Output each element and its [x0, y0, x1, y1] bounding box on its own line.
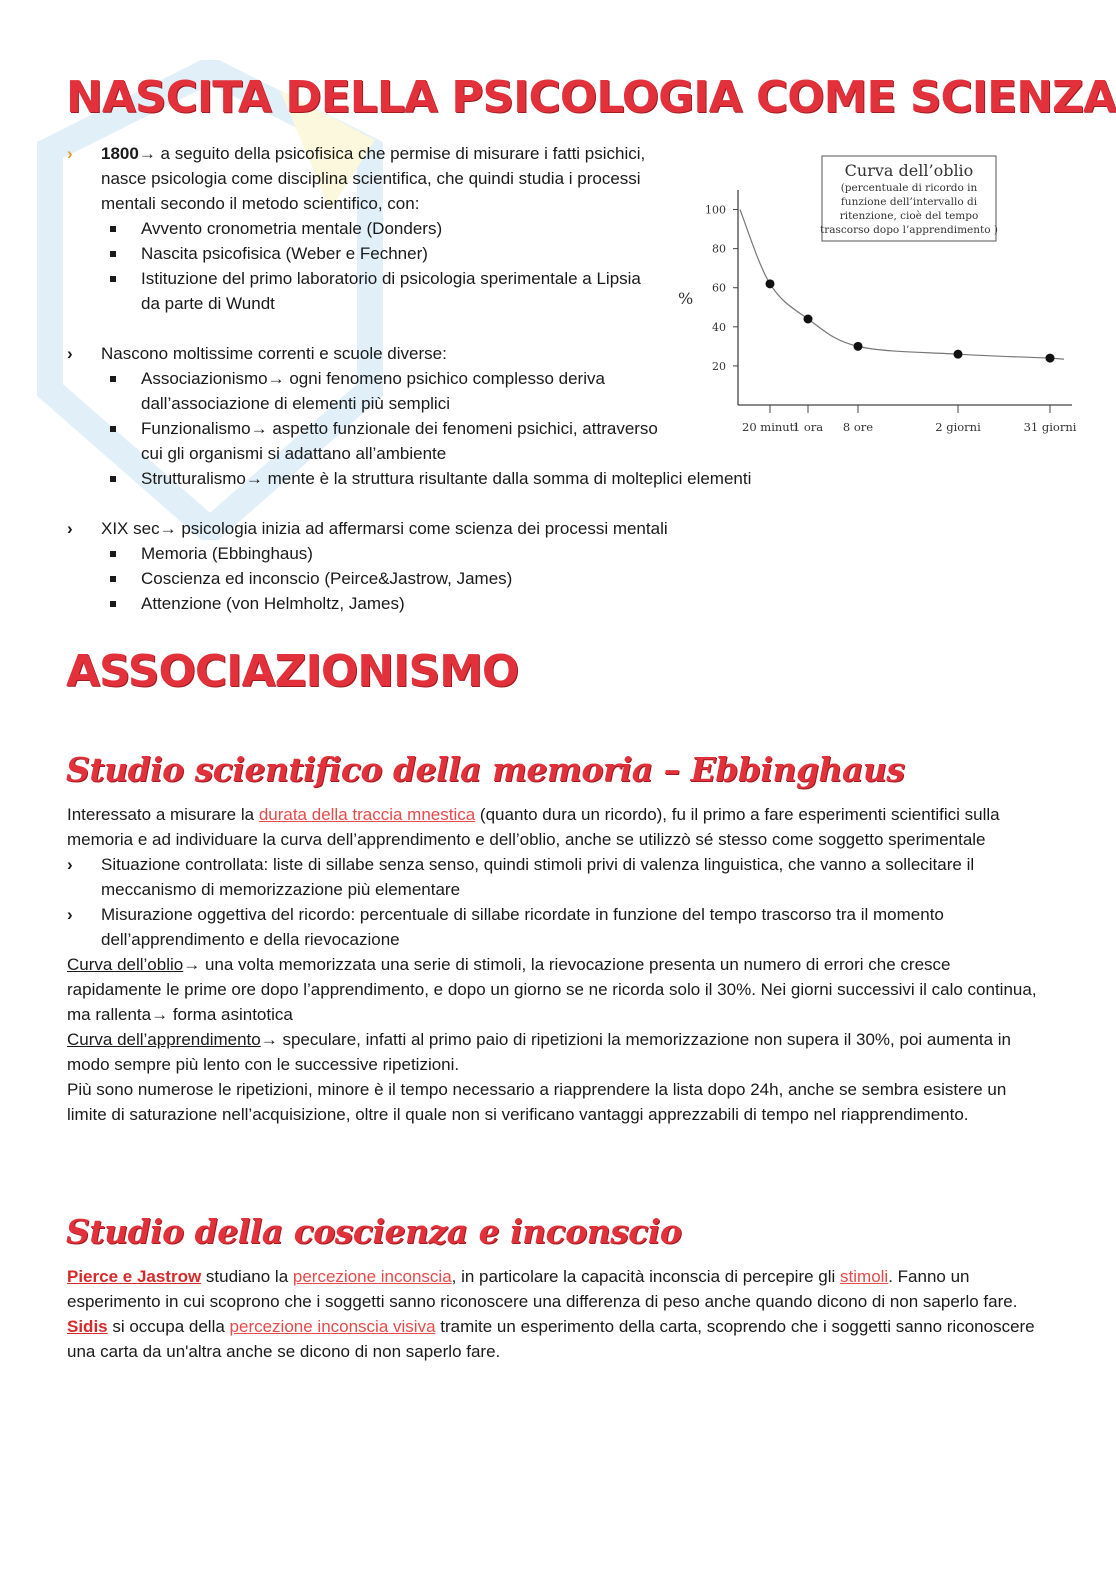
arrow-icon: →	[267, 369, 285, 388]
item-text: Situazione controllata: liste di sillabe senza senso, quindi stimoli privi di valenza linguistica, che vanno a sollecitare il meccanismo di memorizzazione più elementare	[101, 855, 975, 899]
sub-list-item	[67, 466, 941, 491]
data-point	[954, 350, 963, 359]
sub-item-text: Istituzione del primo laboratorio di psicologia sperimentale a Lipsia da parte di Wundt	[141, 269, 641, 313]
text: forma asintotica	[168, 1005, 293, 1024]
x-tick-label: 8 ore	[842, 420, 874, 434]
sub-list-item	[67, 216, 667, 241]
sub-item-text: Avvento cronometria mentale (Donders)	[141, 219, 443, 238]
sub-list-item	[67, 366, 661, 416]
underlined-term: Curva dell’oblio	[67, 955, 184, 974]
chevron-right-icon: ›	[67, 905, 73, 924]
list-item	[67, 902, 1042, 952]
section4-body	[67, 1264, 1042, 1364]
item-text: a seguito della psicofisica che permise di misurare i fatti psichici, nasce psicologia come disciplina scientifica, che quindi studia i processi mentali secondo il metodo scientifico, con:	[101, 144, 646, 213]
text: . Fanno un esperimento in cui scoprono che i soggetti sanno riconoscere una differenza di peso anche quando dicono di non saperlo fare.	[67, 1267, 1018, 1311]
item-text: Misurazione oggettiva del ricordo: percentuale di sillabe ricordate in funzione del tempo trascorso tra il momento dell’apprendimento e della rievocazione	[101, 905, 944, 949]
sub-list-item	[67, 566, 667, 591]
paragraph	[67, 1027, 1042, 1077]
term: Strutturalismo	[141, 469, 246, 488]
chart-subtitle-line: funzione dell’intervallo di	[840, 196, 978, 208]
chart-title: Curva dell’oblio	[844, 161, 974, 180]
y-tick-label: 80	[712, 242, 726, 256]
chart-subtitle-line: (percentuale di ricordo in	[840, 182, 978, 194]
square-bullet-icon	[110, 251, 116, 257]
paragraph	[67, 952, 1042, 1027]
term: Funzionalismo	[141, 419, 251, 438]
text: si occupa della	[107, 1317, 230, 1336]
text: , in particolare la capacità inconscia di percepire gli	[451, 1267, 841, 1286]
item-text: Nascono moltissime correnti e scuole diverse:	[101, 344, 447, 363]
list-item	[67, 852, 1042, 902]
sub-item-text: Coscienza ed inconscio (Peirce&Jastrow, James)	[141, 569, 513, 588]
chevron-right-icon: ›	[67, 855, 73, 874]
y-tick-label: 60	[712, 281, 726, 295]
item-text: psicologia inizia ad affermarsi come scienza dei processi mentali	[176, 519, 668, 538]
square-bullet-icon	[110, 426, 116, 432]
text: una volta memorizzata una serie di stimoli, la rievocazione presenta un numero di errori che cresce rapidamente le prime ore dopo l’apprendimento, e dopo un giorno se ne ricorda solo il 30%. Nei giorni successivi il calo continua, ma rallenta	[67, 955, 1037, 1024]
data-point	[1046, 354, 1055, 363]
text: (quanto dura un ricordo), fu il primo a fare esperimenti scientifici sulla memoria e ad individuare la curva dell’apprendimento e dell’oblio, anche se utilizzò sé stesso come soggetto sperimentale	[67, 805, 1000, 849]
sub-list-item	[67, 541, 667, 566]
section3-body	[67, 802, 1042, 1127]
arrow-icon: →	[159, 519, 177, 538]
chevron-right-icon: ›	[67, 344, 73, 363]
x-tick-label: 20 minuti	[742, 420, 798, 434]
sub-item-text: Memoria (Ebbinghaus)	[141, 544, 313, 563]
paragraph	[67, 1264, 1042, 1314]
text: tramite un esperimento della carta, scoprendo che i soggetti sanno riconoscere una carta da un'altra anche se dicono di non saperlo fare.	[67, 1317, 1035, 1361]
square-bullet-icon	[110, 601, 116, 607]
text: speculare, infatti al primo paio di ripetizioni la memorizzazione non supera il 30%, poi aumenta in modo sempre più lento con le successive ripetizioni.	[67, 1030, 1012, 1074]
year-label: 1800	[101, 144, 139, 163]
underlined-term: Curva dell’apprendimento	[67, 1030, 261, 1049]
highlight-term: durata della traccia mnestica	[258, 805, 476, 824]
x-tick-label: 1 ora	[792, 420, 824, 434]
highlight-term: percezione inconscia	[292, 1267, 452, 1286]
term-desc: aspetto funzionale dei fenomeni psichici, attraverso cui gli organismi si adattano all’ambiente	[141, 419, 658, 463]
y-axis-label: %	[678, 289, 694, 308]
list-item	[67, 516, 801, 541]
arrow-icon: →	[138, 144, 156, 163]
author-name: Sidis	[67, 1317, 108, 1336]
square-bullet-icon	[110, 226, 116, 232]
term-desc: mente è la struttura risultante dalla somma di molteplici elementi	[262, 469, 752, 488]
list-item	[67, 341, 667, 366]
text: studiano la	[201, 1267, 293, 1286]
paragraph	[67, 802, 1042, 852]
chart-subtitle-line: ritenzione, cioè del tempo	[839, 210, 979, 222]
x-tick-label: 31 giorni	[1023, 420, 1077, 434]
arrow-icon: →	[250, 419, 268, 438]
arrow-icon: →	[183, 955, 201, 974]
chevron-right-icon: ›	[67, 519, 73, 538]
text: Interessato a misurare la	[67, 805, 259, 824]
y-tick-label: 100	[705, 203, 726, 217]
paragraph: Più sono numerose le ripetizioni, minore è il tempo necessario a riapprendere la lista dopo 24h, anche se sembra esistere un limite di saturazione nell’acquisizione, oltre il quale non si verificano vantaggi apprezzabili di tempo nel riapprendimento.	[67, 1080, 1007, 1124]
term-desc: ogni fenomeno psichico complesso deriva dall’associazione di elementi più semplici	[141, 369, 605, 413]
square-bullet-icon	[110, 576, 116, 582]
square-bullet-icon	[110, 476, 116, 482]
section-title-coscienza: Studio della coscienza e inconscio	[66, 1212, 682, 1251]
data-point	[804, 315, 813, 324]
section-title-associazionismo: ASSOCIAZIONISMO	[66, 646, 519, 697]
y-tick-label: 20	[712, 359, 726, 373]
section-title-nascita: NASCITA DELLA PSICOLOGIA COME SCIENZA	[66, 72, 1116, 123]
square-bullet-icon	[110, 376, 116, 382]
square-bullet-icon	[110, 276, 116, 282]
y-tick-label: 40	[712, 320, 726, 334]
sub-list-item	[67, 591, 667, 616]
sub-list-item	[67, 416, 661, 466]
arrow-icon: →	[151, 1005, 169, 1024]
sub-item-text: Attenzione (von Helmholtz, James)	[141, 594, 405, 613]
x-tick-label: 2 giorni	[935, 420, 981, 434]
sub-list-item	[67, 266, 651, 316]
paragraph	[67, 1314, 1042, 1364]
sub-item-text: Nascita psicofisica (Weber e Fechner)	[141, 244, 428, 263]
square-bullet-icon	[110, 551, 116, 557]
highlight-term: stimoli	[840, 1267, 889, 1286]
chart-subtitle-line: trascorso dopo l’apprendimento )	[820, 224, 998, 236]
sub-list-item	[67, 241, 667, 266]
highlight-term: percezione inconscia visiva	[229, 1317, 436, 1336]
data-point	[766, 279, 775, 288]
forgetting-curve-chart	[672, 150, 1082, 440]
arrow-icon: →	[260, 1030, 278, 1049]
author-name: Pierce e Jastrow	[67, 1267, 202, 1286]
arrow-icon: →	[245, 469, 263, 488]
section-title-ebbinghaus: Studio scientifico della memoria – Ebbinghaus	[66, 750, 905, 789]
chevron-right-icon: ›	[67, 144, 73, 163]
data-point	[854, 342, 863, 351]
term: Associazionismo	[141, 369, 268, 388]
list-item	[67, 141, 667, 216]
item-lead: XIX sec	[101, 519, 160, 538]
